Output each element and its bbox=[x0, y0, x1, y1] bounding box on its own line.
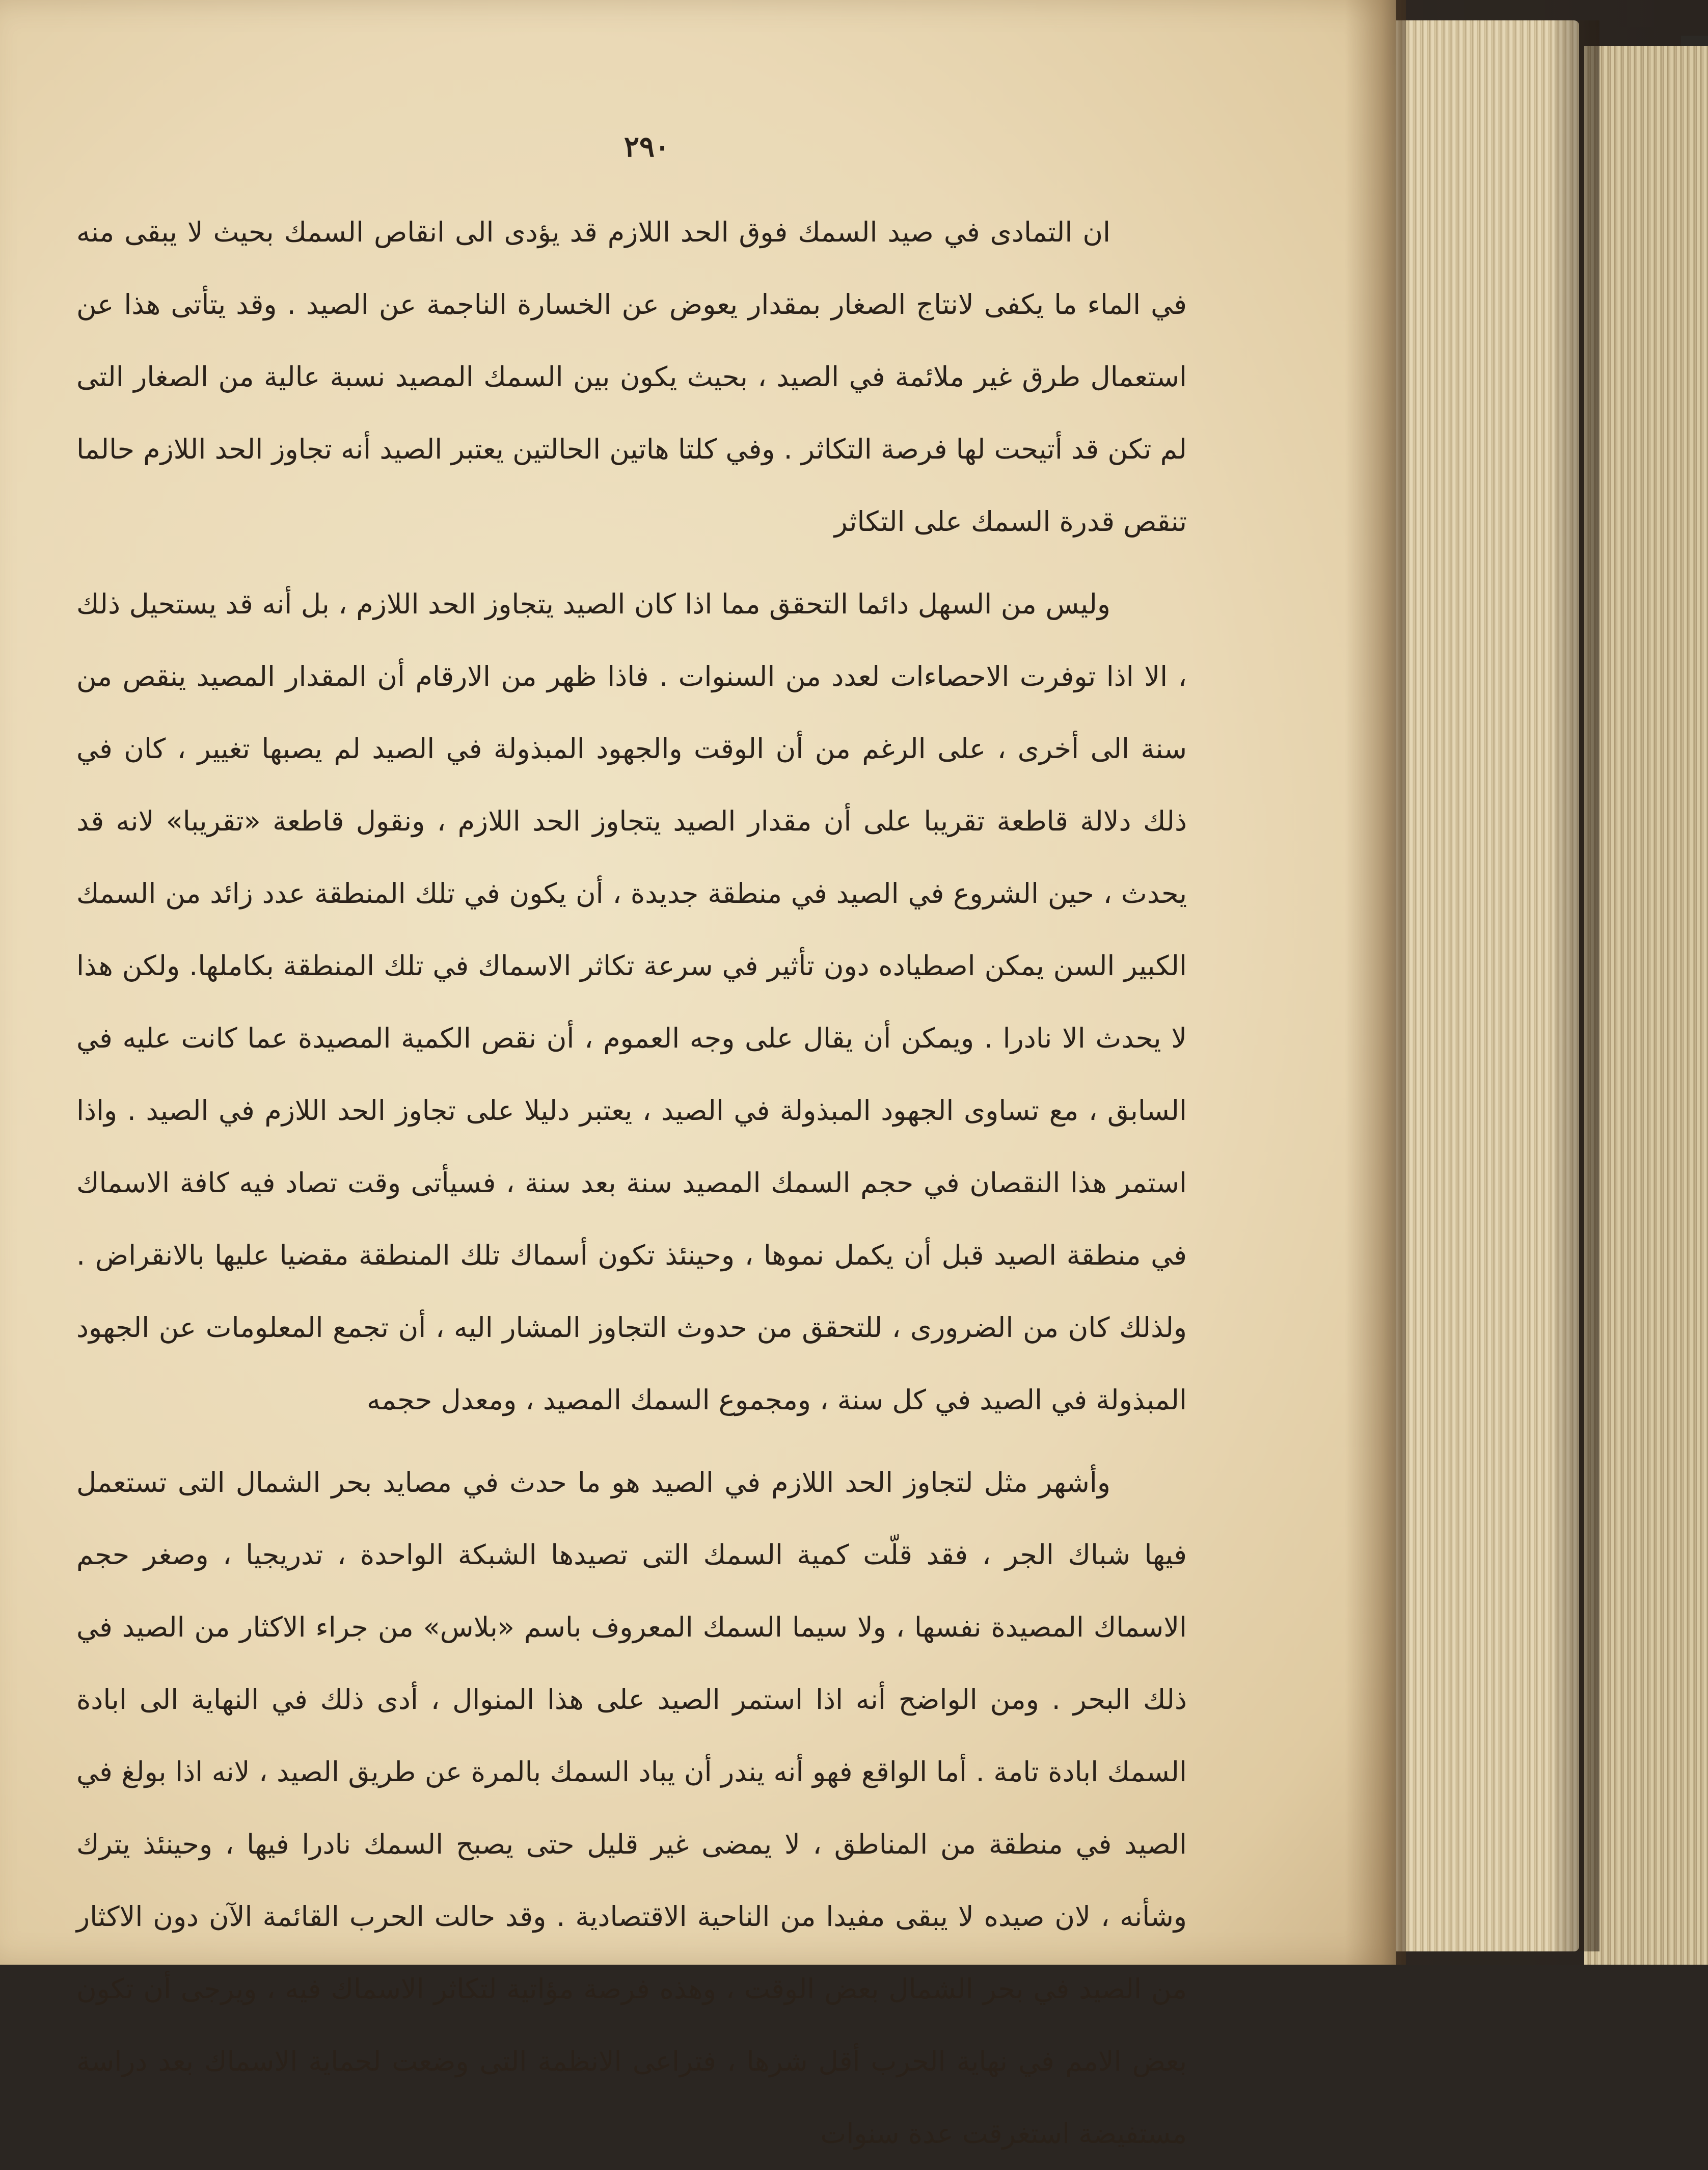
binding-gutter-shadow bbox=[1345, 0, 1406, 1965]
page-edges-shadow bbox=[1554, 20, 1599, 1951]
book-page-stack bbox=[1584, 46, 1708, 1965]
paragraph-1: ان التمادى في صيد السمك فوق الحد اللازم قد يؤدى الى انقاص السمك بحيث لا يبقى منه في الماء ما يكفى لانتاج الصغار بمقدار يعوض عن الخسارة الناجمة عن الصيد . وقد يتأتى هذا عن استعمال طرق غير ملائمة في الصيد ، بحيث يكون بين السمك المصيد نسبة عالية من الصغار التى لم تكن قد أتيحت لها فرصة التكاثر . وفي كلتا هاتين الحالتين يعتبر الصيد أنه تجاوز الحد اللازم حالما تنقص قدرة السمك على التكاثر bbox=[76, 216, 1187, 538]
page-edges bbox=[1396, 20, 1579, 1951]
paragraph-2: وليس من السهل دائما التحقق مما اذا كان الصيد يتجاوز الحد اللازم ، بل أنه قد يستحيل ذلك ، الا اذا توفرت الاحصاءات لعدد من السنوات . فاذا ظهر من الارقام أن المقدار المصيد ينقص من سنة الى أخرى ، على الرغم من أن الوقت والجهود المبذولة في الصيد لم يصبها تغيير ، كان في ذلك دلالة قاطعة تقريبا على أن مقدار الصيد يتجاوز الحد اللازم ، ونقول قاطعة «تقريبا» لانه قد يحدث ، حين الشروع في الصيد في منطقة جديدة ، أن يكون في تلك المنطقة عدد زائد من السمك الكبير السن يمكن اصطياده دون تأثير في سرعة تكاثر الاسماك في تلك المنطقة بكاملها. ولكن هذا لا يحدث الا نادرا . ويمكن أن يقال على وجه العموم ، أن نقص الكمية المصيدة عما كانت عليه في السابق ، مع تساوى الجهود المبذولة في الصيد ، يعتبر دليلا على تجاوز الحد اللازم في الصيد . واذا استمر هذا النقصان في حجم السمك المصيد سنة بعد سنة ، فسيأتى وقت تصاد فيه كافة الاسماك في منطقة الصيد قبل أن يكمل نموها ، وحينئذ تكون أسماك تلك المنطقة مقضيا عليها بالانقراض . ولذلك كان من الضرورى ، للتحقق من حدوث التجاوز المشار اليه ، أن تجمع المعلومات عن الجهود المبذولة في الصيد في كل سنة ، ومجموع السمك المصيد ، ومعدل حجمه bbox=[76, 588, 1187, 1416]
paragraph-3: وأشهر مثل لتجاوز الحد اللازم في الصيد هو ما حدث في مصايد بحر الشمال التى تستعمل فيها شباك الجر ، فقد قلّت كمية السمك التى تصيدها الشبكة الواحدة ، تدريجيا ، وصغر حجم الاسماك المصيدة نفسها ، ولا سيما السمك المعروف باسم «بلاس» من جراء الاكثار من الصيد في ذلك البحر . ومن الواضح أنه اذا استمر الصيد على هذا المنوال ، أدى ذلك في النهاية الى ابادة السمك ابادة تامة . أما الواقع فهو أنه يندر أن يباد السمك بالمرة عن طريق الصيد ، لانه اذا بولغ في الصيد في منطقة من المناطق ، لا يمضى غير قليل حتى يصبح السمك نادرا فيها ، وحينئذ يترك وشأنه ، لان صيده لا يبقى مفيدا من الناحية الاقتصادية . وقد حالت الحرب القائمة الآن دون الاكثار من الصيد في بحر الشمال بعض الوقت ، وهذه فرصة مؤاتية لتكاثر الاسماك فيه ، ويرجى أن تكون بعض الامم في نهاية الحرب أقل شرها ، فتراعى الانظمة التى وضعت لحماية الاسماك بعد دراسة مستفيضة استغرقت عدة سنوات bbox=[76, 1466, 1187, 2150]
page-body-text bbox=[76, 196, 1187, 2170]
page-number: ٢٩٠ bbox=[623, 130, 670, 164]
